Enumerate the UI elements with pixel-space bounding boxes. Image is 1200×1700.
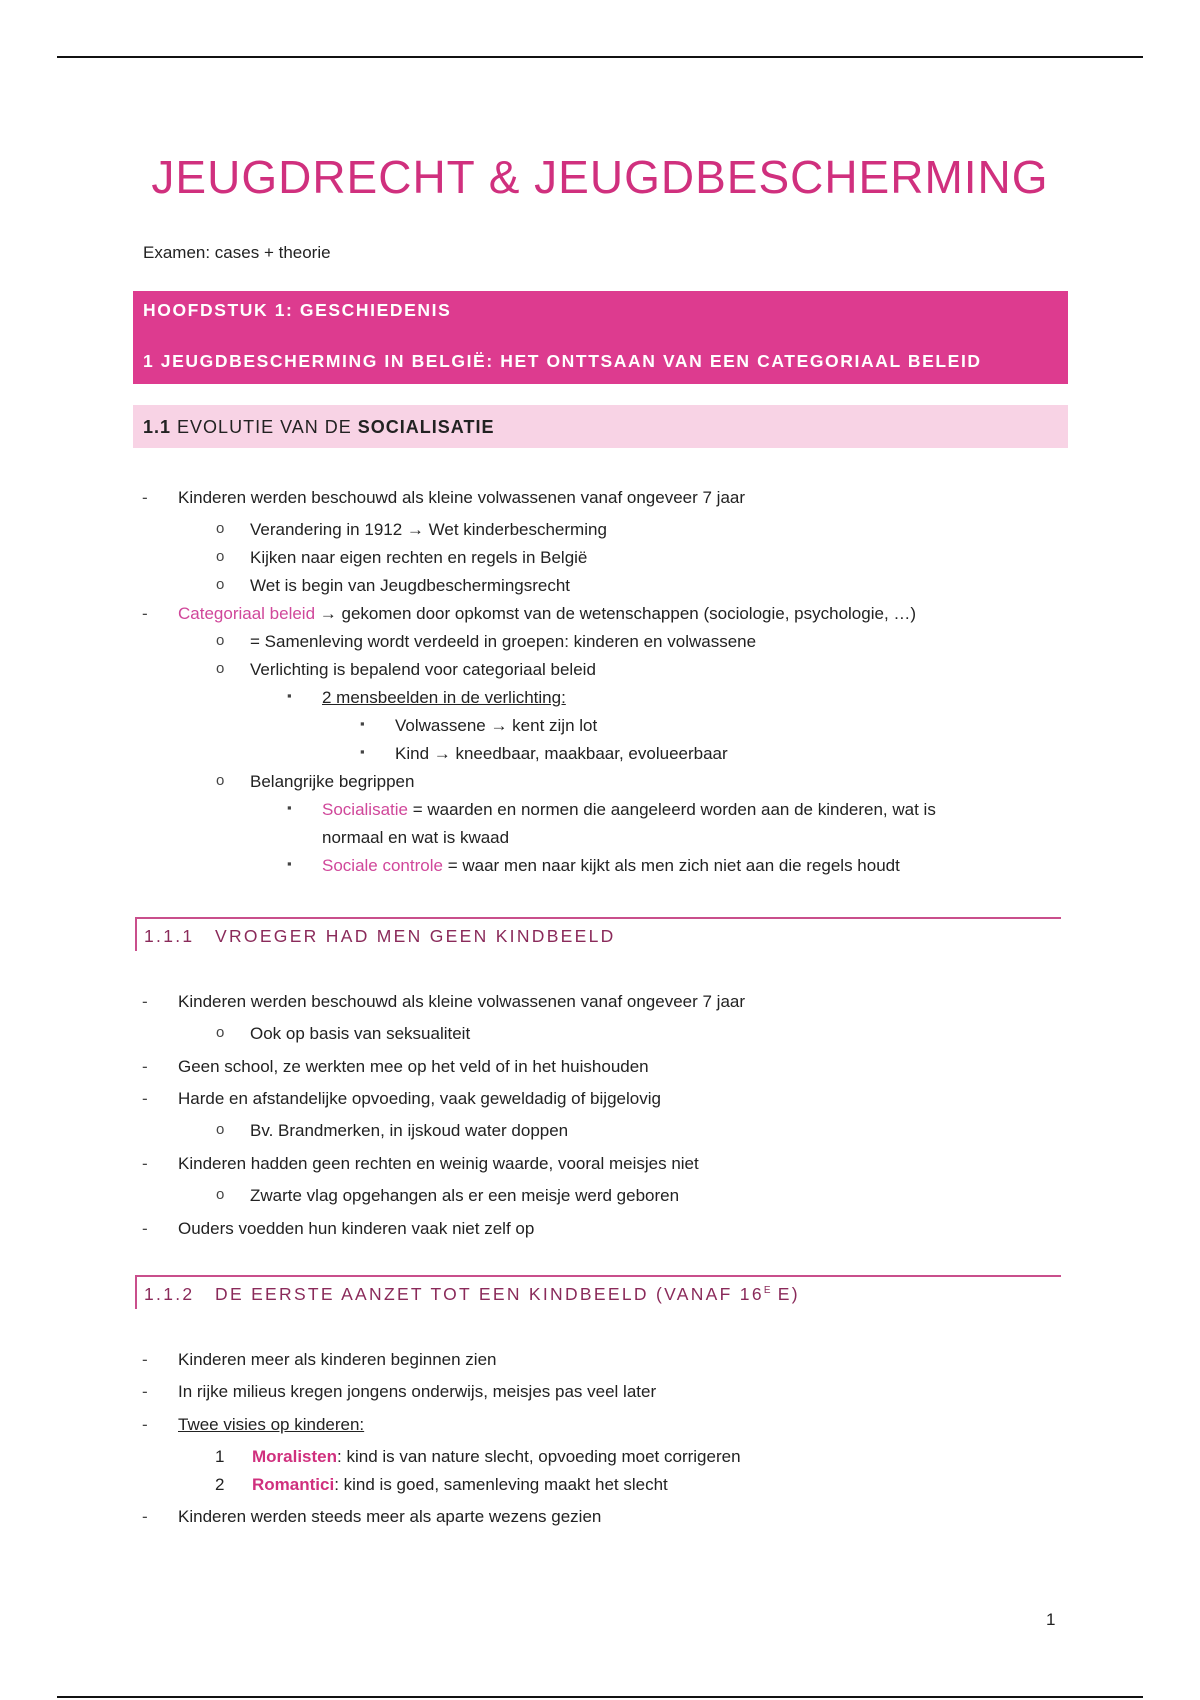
list-item: Kijken naar eigen rechten en regels in België <box>250 548 588 567</box>
heading-text: VROEGER HAD MEN GEEN KINDBEELD <box>215 926 616 946</box>
list-item: Kinderen meer als kinderen beginnen zien <box>178 1350 497 1369</box>
exam-note: Examen: cases + theorie <box>143 243 331 262</box>
list-item-continuation: normaal en wat is kwaad <box>322 828 510 847</box>
circle-bullet: o <box>216 1024 225 1041</box>
list-item: Verlichting is bepalend voor categoriaal beleid <box>250 660 596 679</box>
list-item: Zwarte vlag opgehangen als er een meisje werd geboren <box>250 1186 680 1205</box>
list-item: Volwassene → kent zijn lot <box>395 716 598 735</box>
square-bullet: ▪ <box>360 744 365 759</box>
dash-bullet: - <box>142 1089 148 1108</box>
list-item: Wet is begin van Jeugdbeschermingsrecht <box>250 576 571 595</box>
term-sociale-controle: Sociale controle <box>322 856 443 875</box>
circle-bullet: o <box>216 520 225 537</box>
term-romantici: Romantici <box>252 1475 335 1494</box>
circle-bullet: o <box>216 1121 225 1138</box>
circle-bullet: o <box>216 772 225 789</box>
list-item: Belangrijke begrippen <box>250 772 415 791</box>
circle-bullet: o <box>216 576 225 593</box>
list-item-rest: : kind is goed, samenleving maakt het slecht <box>334 1475 668 1494</box>
list-item: Twee visies op kinderen: <box>178 1415 365 1434</box>
list-item: Kinderen hadden geen rechten en weinig waarde, vooral meisjes niet <box>178 1154 699 1173</box>
chapter-heading <box>133 291 1068 384</box>
list-item: Kinderen werden steeds meer als aparte wezens gezien <box>178 1507 602 1526</box>
list-item-rest: = waar men naar kijkt als men zich niet aan die regels houdt <box>442 856 900 875</box>
top-rule <box>57 56 1143 58</box>
term-categoriaal-beleid: Categoriaal beleid <box>178 604 316 623</box>
dash-bullet: - <box>142 1350 148 1369</box>
section-title: 1 JEUGDBESCHERMING IN BELGIË: HET ONTTSAAN VAN EEN CATEGORIAAL BELEID <box>143 351 982 371</box>
circle-bullet: o <box>216 660 225 677</box>
document-title: JEUGDRECHT & JEUGDBESCHERMING <box>151 151 1049 203</box>
bottom-rule <box>57 1696 1143 1698</box>
list-item: Kinderen werden beschouwd als kleine volwassenen vanaf ongeveer 7 jaar <box>178 992 746 1011</box>
dash-bullet: - <box>142 1507 148 1526</box>
dash-bullet: - <box>142 1415 148 1434</box>
list-item: Verandering in 1912 → Wet kinderbescherming <box>250 520 607 539</box>
list-item <box>252 1447 741 1467</box>
heading-text <box>215 1284 800 1305</box>
list-item <box>252 1475 668 1495</box>
term-moralisten: Moralisten <box>252 1447 338 1466</box>
list-item <box>322 856 900 876</box>
dash-bullet: - <box>142 992 148 1011</box>
list-item: Ouders voedden hun kinderen vaak niet zelf op <box>178 1219 535 1238</box>
list-item <box>178 604 916 624</box>
dash-bullet: - <box>142 1382 148 1401</box>
list-item: 2 mensbeelden in de verlichting: <box>322 688 566 707</box>
heading-superscript: E <box>763 1285 771 1297</box>
term-socialisatie: Socialisatie <box>322 800 408 819</box>
dash-bullet: - <box>142 488 148 507</box>
heading-number: 1.1.1 <box>144 926 195 946</box>
square-bullet: ▪ <box>287 856 292 871</box>
heading-1-1-2 <box>135 1275 1061 1309</box>
circle-bullet: o <box>216 1186 225 1203</box>
subsection-heading <box>133 405 1068 448</box>
number-marker: 1 <box>215 1447 225 1466</box>
heading-text-main: DE EERSTE AANZET TOT EEN KINDBEELD (VANAF 16 <box>215 1284 764 1304</box>
subsection-text-a: EVOLUTIE VAN DE <box>177 417 352 437</box>
square-bullet: ▪ <box>287 688 292 703</box>
list-item: In rijke milieus kregen jongens onderwijs, meisjes pas veel later <box>178 1382 657 1401</box>
list-item: Harde en afstandelijke opvoeding, vaak geweldadig of bijgelovig <box>178 1089 661 1108</box>
heading-number: 1.1.2 <box>144 1284 195 1304</box>
dash-bullet: - <box>142 604 148 623</box>
list-item: Bv. Brandmerken, in ijskoud water doppen <box>250 1121 569 1140</box>
circle-bullet: o <box>216 548 225 565</box>
heading-text-end: E) <box>770 1284 800 1304</box>
list-item: = Samenleving wordt verdeeld in groepen: kinderen en volwassene <box>250 632 757 651</box>
dash-bullet: - <box>142 1154 148 1173</box>
square-bullet: ▪ <box>360 716 365 731</box>
subsection-title <box>143 417 494 438</box>
list-item: Geen school, ze werkten mee op het veld of in het huishouden <box>178 1057 649 1076</box>
list-item: Kind → kneedbaar, maakbaar, evolueerbaar <box>395 744 728 763</box>
list-item-rest: → gekomen door opkomst van de wetenschappen (sociologie, psychologie, …) <box>315 604 917 623</box>
list-item <box>322 800 936 820</box>
chapter-title: HOOFDSTUK 1: GESCHIEDENIS <box>143 300 452 320</box>
subsection-text-b: SOCIALISATIE <box>357 417 495 437</box>
dash-bullet: - <box>142 1219 148 1238</box>
dash-bullet: - <box>142 1057 148 1076</box>
subsection-number: 1.1 <box>143 417 172 437</box>
list-item: Ook op basis van seksualiteit <box>250 1024 471 1043</box>
list-item-rest: = waarden en normen die aangeleerd worden aan de kinderen, wat is <box>408 800 936 819</box>
list-item: Kinderen werden beschouwd als kleine volwassenen vanaf ongeveer 7 jaar <box>178 488 746 507</box>
page-number: 1 <box>1046 1610 1056 1629</box>
square-bullet: ▪ <box>287 800 292 815</box>
heading-1-1-1 <box>135 917 1061 951</box>
number-marker: 2 <box>215 1475 225 1494</box>
circle-bullet: o <box>216 632 225 649</box>
list-item-rest: : kind is van nature slecht, opvoeding moet corrigeren <box>337 1447 741 1466</box>
